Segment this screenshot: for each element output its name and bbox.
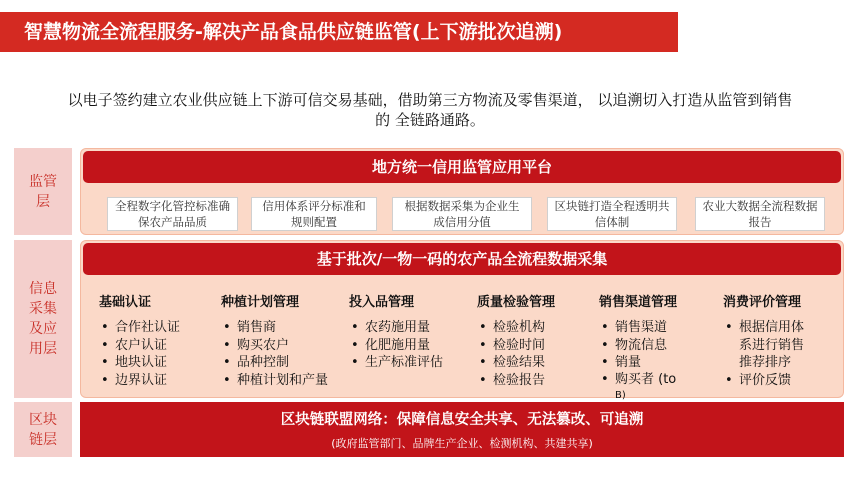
- column-title: 质量检验管理: [477, 295, 556, 310]
- page-title: 智慧物流全流程服务-解决产品食品供应链监管(上下游批次追溯): [24, 21, 563, 43]
- supervision-box: 根据数据采集为企业生成信用分值: [392, 197, 532, 231]
- layer-label-info: 信息采集及应用层: [14, 240, 72, 398]
- list-item-continued: 推荐排序: [739, 355, 792, 370]
- list-item-tail: B): [615, 389, 626, 401]
- list-item: • 农户认证: [99, 337, 180, 355]
- list-item: • 检验结果: [477, 354, 555, 372]
- list-item: • 检验时间: [477, 337, 555, 355]
- supervision-panel: [80, 148, 844, 235]
- intro-line-2: 的 全链路通路。: [375, 111, 485, 129]
- list-item: • 合作社认证: [99, 319, 180, 337]
- info-column: [599, 293, 677, 402]
- blockchain-subtitle: (政府监管部门、品牌生产企业、检测机构、共建共享): [331, 437, 593, 450]
- list-item: • 边界认证: [99, 372, 180, 390]
- list-item: • 检验报告: [477, 372, 555, 390]
- list-item: • 生产标准评估: [349, 354, 443, 372]
- list-item: • 根据信用体: [723, 319, 804, 337]
- list-item: • 购买农户: [221, 337, 328, 355]
- list-item: • 销售商: [221, 319, 328, 337]
- info-header: 基于批次/一物一码的农产品全流程数据采集: [83, 243, 841, 275]
- column-title: 投入品管理: [349, 295, 415, 310]
- list-item: • 农药施用量: [349, 319, 443, 337]
- list-item: • 评价反馈: [723, 372, 804, 390]
- supervision-box: 农业大数据全流程数据报告: [695, 197, 825, 231]
- list-item: • 物流信息: [599, 337, 677, 355]
- blockchain-title: 区块链联盟网络：保障信息安全共享、无法篡改、可追溯: [280, 412, 644, 428]
- intro-paragraph: [18, 90, 842, 130]
- info-column: [477, 293, 555, 389]
- column-title: 消费评价管理: [723, 295, 802, 310]
- layer-label-blockchain: 区块链层: [14, 402, 72, 457]
- list-item: • 销量: [599, 354, 677, 372]
- list-item: • 品种控制: [221, 354, 328, 372]
- blockchain-bar: [80, 402, 844, 457]
- info-panel: [80, 240, 844, 401]
- intro-line-1: 以电子签约建立农业供应链上下游可信交易基础，借助第三方物流及零售渠道， 以追溯切入打造从监管到销售: [67, 91, 793, 109]
- supervision-box: 全程数字化管控标准确保农产品品质: [107, 197, 238, 231]
- supervision-box: 区块链打造全程透明共信体制: [547, 197, 677, 231]
- list-item: • 销售渠道: [599, 319, 677, 337]
- list-item: • 化肥施用量: [349, 337, 443, 355]
- list-item-text: 购买者 (to: [615, 371, 677, 387]
- supervision-box: 信用体系评分标准和规则配置: [251, 197, 377, 231]
- list-item: • 检验机构: [477, 319, 555, 337]
- column-title: 种植计划管理: [221, 295, 300, 310]
- column-title: 基础认证: [99, 295, 152, 310]
- list-item: • 地块认证: [99, 354, 180, 372]
- info-column: [99, 293, 180, 389]
- column-title: 销售渠道管理: [599, 295, 678, 310]
- list-item-continued: 系进行销售: [739, 337, 805, 353]
- list-item: • 种植计划和产量: [221, 372, 328, 390]
- layer-label-supervision: 监管层: [14, 148, 72, 235]
- info-column: [221, 293, 328, 389]
- supervision-header: 地方统一信用监管应用平台: [83, 151, 841, 183]
- list-item: [599, 372, 677, 402]
- info-column: [349, 293, 443, 372]
- info-column: [723, 293, 804, 389]
- title-bar: [0, 12, 678, 52]
